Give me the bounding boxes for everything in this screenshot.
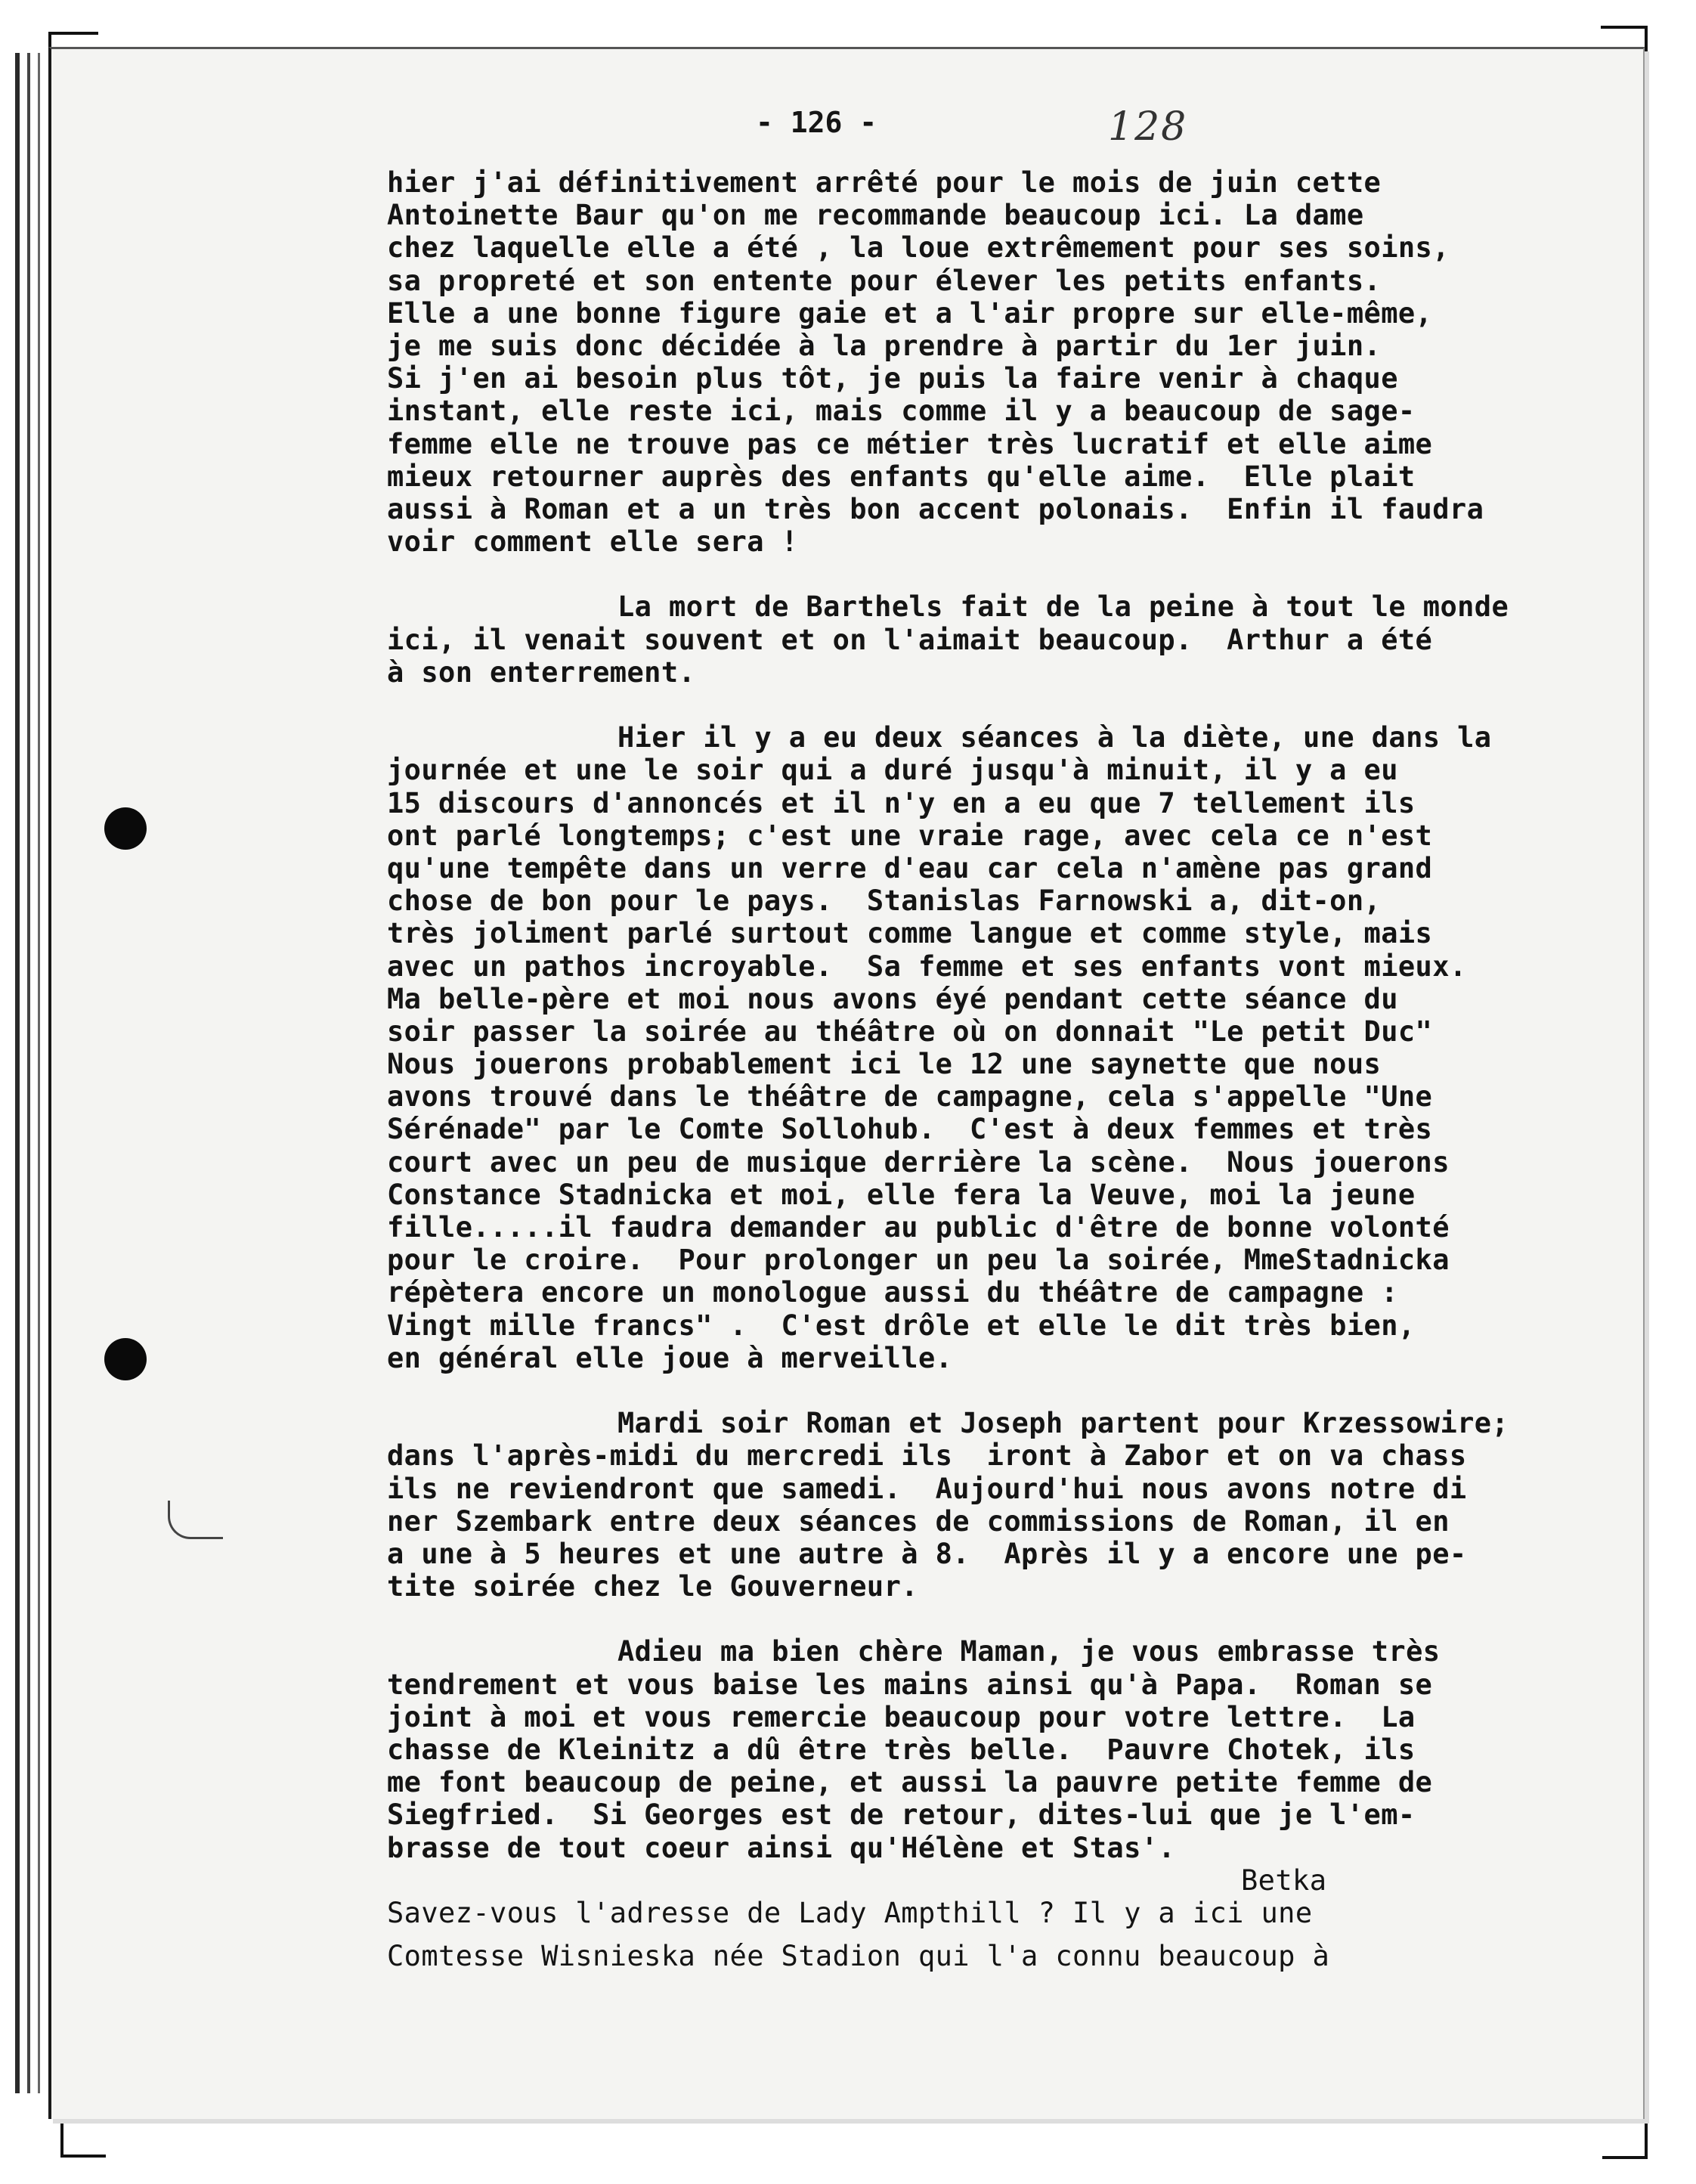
text-line: ner Szembark entre deux séances de commissions de Roman, il en xyxy=(387,1504,1450,1538)
paragraph-gap xyxy=(387,689,1626,721)
letter-body xyxy=(387,166,1626,1972)
text-line: ont parlé longtemps; c'est une vraie rage, avec cela ce n'est xyxy=(387,819,1433,852)
crop-mark-top-left-vertical xyxy=(48,32,51,48)
text-line: en général elle joue à merveille. xyxy=(387,1341,953,1374)
text-line: Si j'en ai besoin plus tôt, je puis la faire venir à chaque xyxy=(387,362,1398,395)
text-line: La mort de Barthels fait de la peine à tout le monde xyxy=(617,590,1509,624)
paper-stack-edge xyxy=(27,53,30,2093)
text-line: brasse de tout coeur ainsi qu'Hélène et Stas'. xyxy=(387,1831,1176,1864)
text-line: avons trouvé dans le théâtre de campagne, cela s'appelle "Une xyxy=(387,1080,1433,1114)
crop-mark-bottom-left xyxy=(60,2155,106,2158)
text-line: chose de bon pour le pays. Stanislas Farnowski a, dit-on, xyxy=(387,884,1382,918)
text-line: très joliment parlé surtout comme langue et comme style, mais xyxy=(387,917,1433,950)
punch-hole-upper xyxy=(104,807,147,850)
text-line: Antoinette Baur qu'on me recommande beaucoup ici. La dame xyxy=(387,199,1364,232)
text-line: Sérénade" par le Comte Sollohub. C'est à deux femmes et très xyxy=(387,1113,1433,1146)
text-line: Adieu ma bien chère Maman, je vous embrasse très xyxy=(617,1635,1441,1668)
postscript-line: Savez-vous l'adresse de Lady Ampthill ? Il y a ici une xyxy=(387,1896,1313,1929)
text-line: mieux retourner auprès des enfants qu'elle aime. Elle plait xyxy=(387,460,1416,493)
paragraph-gap xyxy=(387,558,1626,590)
handwritten-page-number: 128 xyxy=(1108,104,1188,150)
text-line: Constance Stadnicka et moi, elle fera la Veuve, moi la jeune xyxy=(387,1178,1416,1211)
text-line: chez laquelle elle a été , la loue extrêmement pour ses soins, xyxy=(387,231,1450,265)
text-line: aussi à Roman et a un très bon accent polonais. Enfin il faudra xyxy=(387,492,1484,525)
text-line: soir passer la soirée au théâtre où on donnait "Le petit Duc" xyxy=(387,1015,1433,1048)
paper-stack-edge xyxy=(38,53,40,2093)
crop-mark-top-right xyxy=(1601,26,1648,29)
text-line: je me suis donc décidée à la prendre à partir du 1er juin. xyxy=(387,329,1382,362)
crop-mark-bottom-right-vertical xyxy=(1645,2102,1648,2159)
text-line: femme elle ne trouve pas ce métier très lucratif et elle aime xyxy=(387,427,1433,460)
text-line: Vingt mille francs" . C'est drôle et elle le dit très bien, xyxy=(387,1309,1416,1342)
pencil-bracket-mark xyxy=(168,1501,223,1539)
paper-stack-edge xyxy=(15,53,20,2093)
postscript-line: Comtesse Wisnieska née Stadion qui l'a connu beaucoup à xyxy=(387,1940,1330,1973)
punch-hole-lower xyxy=(104,1338,147,1380)
paragraph-gap xyxy=(387,1603,1626,1635)
page-number: - 126 - xyxy=(756,106,877,139)
crop-mark-bottom-left-vertical xyxy=(60,2114,63,2158)
text-line: avec un pathos incroyable. Sa femme et ses enfants vont mieux. xyxy=(387,949,1467,983)
crop-mark-top-right-vertical xyxy=(1645,26,1648,79)
text-line: a une à 5 heures et une autre à 8. Après il y a encore une pe- xyxy=(387,1537,1467,1570)
text-line: instant, elle reste ici, mais comme il y a beaucoup de sage- xyxy=(387,395,1416,428)
text-line: Hier il y a eu deux séances à la diète, une dans la xyxy=(617,721,1492,754)
text-line: court avec un peu de musique derrière la scène. Nous jouerons xyxy=(387,1145,1450,1179)
crop-mark-bottom-right xyxy=(1602,2156,1648,2159)
text-line: ici, il venait souvent et on l'aimait beaucoup. Arthur a été xyxy=(387,623,1433,656)
text-line: pour le croire. Pour prolonger un peu la soirée, MmeStadnicka xyxy=(387,1244,1450,1277)
text-line: tite soirée chez le Gouverneur. xyxy=(387,1570,918,1603)
text-line: 15 discours d'annoncés et il n'y en a eu que 7 tellement ils xyxy=(387,786,1416,819)
text-line: me font beaucoup de peine, et aussi la pauvre petite femme de xyxy=(387,1766,1433,1799)
text-line: chasse de Kleinitz a dû être très belle. Pauvre Chotek, ils xyxy=(387,1733,1416,1766)
text-line: tendrement et vous baise les mains ainsi qu'à Papa. Roman se xyxy=(387,1668,1433,1701)
text-line: Mardi soir Roman et Joseph partent pour Krzessowire; xyxy=(617,1407,1509,1440)
text-line: journée et une le soir qui a duré jusqu'à minuit, il y a eu xyxy=(387,754,1398,787)
text-line: ils ne reviendront que samedi. Aujourd'hui nous avons notre di xyxy=(387,1472,1467,1505)
crop-mark-top-left xyxy=(48,32,98,35)
text-line: Nous jouerons probablement ici le 12 une saynette que nous xyxy=(387,1048,1382,1081)
signature: Betka xyxy=(1241,1863,1327,1897)
text-line: hier j'ai définitivement arrêté pour le mois de juin cette xyxy=(387,166,1382,199)
text-line: Siegfried. Si Georges est de retour, dites-lui que je l'em- xyxy=(387,1798,1416,1832)
text-line: Elle a une bonne figure gaie et a l'air propre sur elle-même, xyxy=(387,296,1433,330)
paragraph-gap xyxy=(387,1374,1626,1407)
text-line: répètera encore un monologue aussi du théâtre de campagne : xyxy=(387,1276,1398,1309)
text-line: fille.....il faudra demander au public d'être de bonne volonté xyxy=(387,1211,1450,1244)
text-line: voir comment elle sera ! xyxy=(387,525,799,559)
text-line: dans l'après-midi du mercredi ils iront à Zabor et on va chass xyxy=(387,1439,1467,1473)
text-line: qu'une tempête dans un verre d'eau car cela n'amène pas grand xyxy=(387,851,1433,884)
text-line: sa propreté et son entente pour élever les petits enfants. xyxy=(387,264,1382,297)
text-line: Ma belle-père et moi nous avons éyé pendant cette séance du xyxy=(387,982,1398,1015)
text-line: à son enterrement. xyxy=(387,655,696,689)
text-line: joint à moi et vous remercie beaucoup pour votre lettre. La xyxy=(387,1700,1416,1733)
